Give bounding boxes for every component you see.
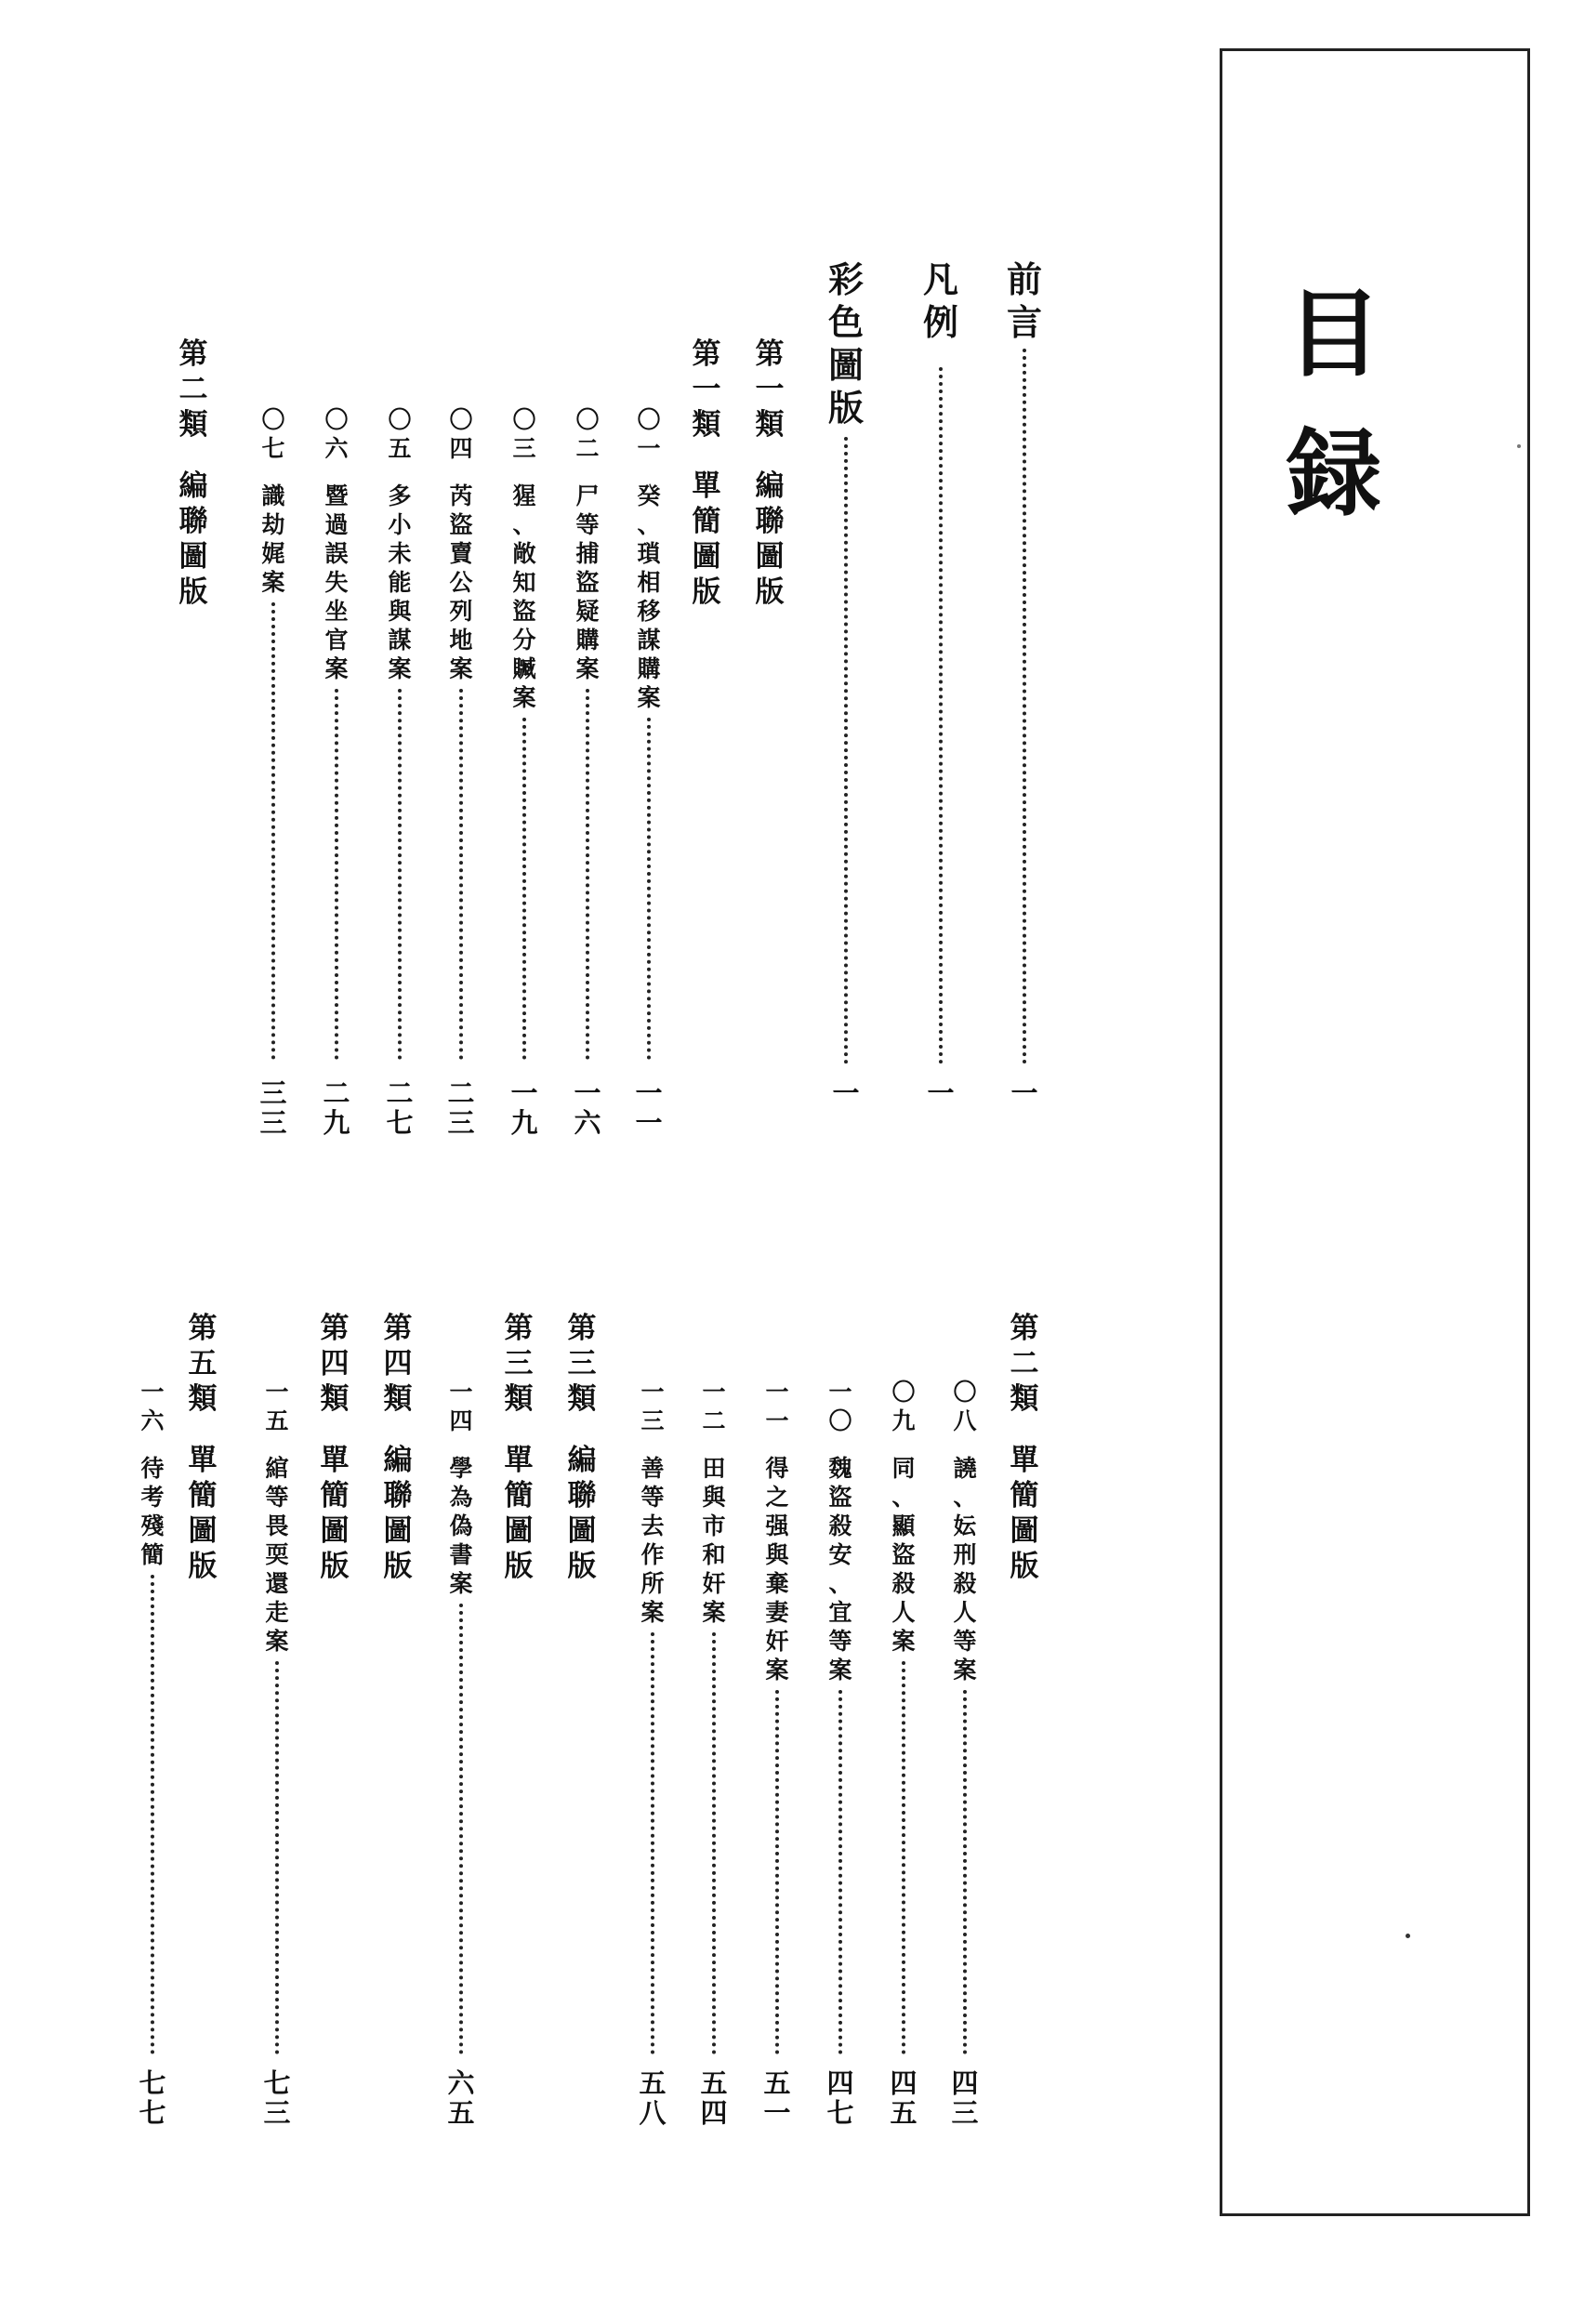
entry-title: 暨 過 誤 失 坐 官 案 <box>324 482 349 682</box>
category-heading: 第 三 類 編 聯 圖 版 <box>567 1312 597 1583</box>
page-number: 五 八 <box>639 2067 667 2129</box>
entry-title: 同 、 顯 盜 殺 人 案 <box>891 1455 916 1655</box>
entry-title: 猩 、 敞 知 盜 分 贓 案 <box>512 482 536 711</box>
category-heading: 第 四 類 單 簡 圖 版 <box>320 1312 350 1583</box>
category-heading: 第 二 類 編 聯 圖 版 <box>178 337 208 609</box>
page-number: 一 <box>927 1077 955 1109</box>
page-number: 一 九 <box>510 1077 538 1139</box>
entry-number: 一 〇 <box>828 1379 852 1434</box>
dot-leader <box>398 689 402 1060</box>
dot-leader <box>838 1690 842 2054</box>
category-heading: 第 一 類 單 簡 圖 版 <box>692 337 721 609</box>
dot-leader <box>586 689 589 1060</box>
entry-title: 得 之 强 與 棄 妻 奸 案 <box>765 1455 789 1684</box>
entry-number: 〇 三 <box>512 406 536 462</box>
entry-title: 魏 盜 殺 安 、 宜 等 案 <box>828 1455 852 1684</box>
entry-number: 〇 四 <box>449 406 473 462</box>
dot-leader <box>151 1575 154 2054</box>
page-number: 七 三 <box>263 2067 291 2129</box>
entry-number: 一 五 <box>265 1379 289 1434</box>
page-number: 一 六 <box>574 1077 601 1139</box>
page-number: 四 三 <box>951 2067 979 2129</box>
scan-speck <box>1517 444 1521 448</box>
dot-leader <box>522 718 526 1060</box>
dot-leader <box>963 1690 967 2054</box>
dot-leader <box>647 718 651 1060</box>
page-number: 一 <box>832 1077 860 1109</box>
page-number: 二 三 <box>447 1077 475 1139</box>
entry-number: 〇 九 <box>891 1379 916 1434</box>
entry-title: 待 考 殘 簡 <box>140 1455 165 1568</box>
dot-leader <box>1023 349 1026 1064</box>
entry-title: 學 為 偽 書 案 <box>449 1455 473 1597</box>
dot-leader <box>459 1604 463 2054</box>
dot-leader <box>902 1661 905 2054</box>
entry-number: 〇 一 <box>637 406 661 462</box>
category-heading: 第 四 類 編 聯 圖 版 <box>383 1312 413 1583</box>
scan-speck <box>1406 1934 1410 1938</box>
entry-number: 〇 六 <box>324 406 349 462</box>
entry-title: 善 等 去 作 所 案 <box>640 1455 665 1626</box>
page-number: 四 五 <box>890 2067 918 2129</box>
entry-title: 譊 、 妘 刑 殺 人 等 案 <box>953 1455 977 1684</box>
entry-number: 一 三 <box>640 1379 665 1434</box>
dot-leader <box>335 689 338 1060</box>
page-number: 五 四 <box>700 2067 728 2129</box>
page-number: 二 七 <box>386 1077 414 1139</box>
page-number: 七 七 <box>139 2067 166 2129</box>
entry-number: 一 四 <box>449 1379 473 1434</box>
category-heading: 第 一 類 編 聯 圖 版 <box>755 337 785 609</box>
notes-title: 凡 例 <box>922 258 958 343</box>
dot-leader <box>844 437 848 1064</box>
entry-title: 田 與 市 和 奸 案 <box>702 1455 726 1626</box>
entry-number: 〇 二 <box>575 406 600 462</box>
entry-number: 〇 七 <box>261 406 285 462</box>
dot-leader <box>939 367 943 1064</box>
page-number: 一 <box>1010 1077 1038 1109</box>
page-number: 五 一 <box>763 2067 791 2129</box>
page-title: 目 録 <box>1287 279 1381 530</box>
category-heading: 第 三 類 單 簡 圖 版 <box>504 1312 534 1583</box>
dot-leader <box>271 602 275 1060</box>
dot-leader <box>275 1661 279 2054</box>
category-heading: 第 五 類 單 簡 圖 版 <box>188 1312 218 1583</box>
entry-title: 尸 等 捕 盜 疑 購 案 <box>575 482 600 682</box>
page-number: 六 五 <box>447 2067 475 2129</box>
page-number: 一 一 <box>635 1077 663 1139</box>
entry-number: 一 二 <box>702 1379 726 1434</box>
dot-leader <box>459 689 463 1060</box>
page-number: 四 七 <box>826 2067 854 2129</box>
dot-leader <box>775 1690 779 2054</box>
entry-title: 芮 盜 賣 公 列 地 案 <box>449 482 473 682</box>
entry-number: 一 六 <box>140 1379 165 1434</box>
entry-title: 識 劫 娓 案 <box>261 482 285 596</box>
dot-leader <box>651 1632 654 2054</box>
entry-title: 綰 等 畏 耎 還 走 案 <box>265 1455 289 1655</box>
entry-title: 癸 、 瑣 相 移 謀 購 案 <box>637 482 661 711</box>
entry-title: 多 小 未 能 與 謀 案 <box>388 482 412 682</box>
entry-number: 一 一 <box>765 1379 789 1434</box>
page-number: 二 九 <box>323 1077 350 1139</box>
page-number: 三 三 <box>259 1077 287 1139</box>
color-plates-title: 彩 色 圖 版 <box>827 258 864 429</box>
preface-title: 前 言 <box>1006 258 1042 343</box>
entry-number: 〇 五 <box>388 406 412 462</box>
entry-number: 〇 八 <box>953 1379 977 1434</box>
category-heading: 第 二 類 單 簡 圖 版 <box>1010 1312 1039 1583</box>
dot-leader <box>712 1632 716 2054</box>
